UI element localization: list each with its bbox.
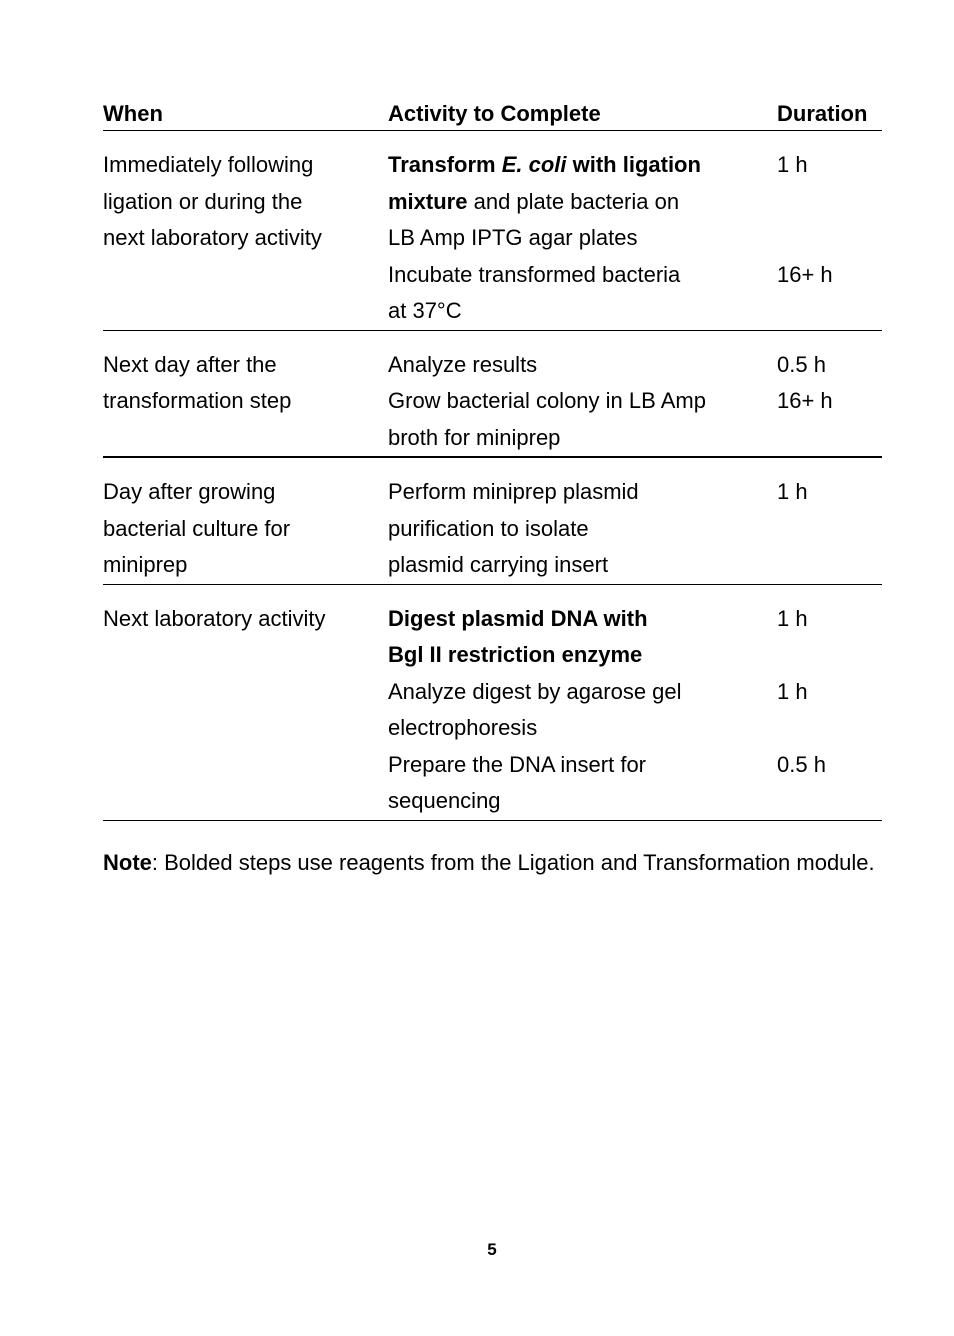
cell-when: next laboratory activity — [103, 225, 322, 250]
table-row-group — [103, 585, 882, 821]
cell-when: miniprep — [103, 552, 188, 577]
table-row — [103, 601, 882, 638]
table-row — [103, 511, 882, 548]
header-when: When — [103, 101, 163, 126]
activity-text: Analyze digest by agarose gel — [388, 678, 682, 704]
cell-duration: 16+ h — [777, 388, 833, 413]
cell-duration: 1 h — [777, 605, 808, 631]
cell-when — [103, 293, 388, 330]
table-row — [103, 383, 882, 420]
table-row — [103, 783, 882, 820]
table-header-row — [103, 98, 882, 131]
cell-when: Day after growing — [103, 479, 276, 504]
activity-text: purification to isolate — [388, 515, 589, 541]
activity-text: mixture — [388, 188, 468, 214]
cell-duration: 0.5 h — [777, 351, 826, 377]
note — [103, 845, 882, 881]
cell-duration — [777, 637, 882, 674]
cell-activity — [388, 347, 777, 384]
cell-duration — [777, 184, 882, 221]
cell-when: Next day after the — [103, 351, 277, 377]
table-row — [103, 347, 882, 384]
table-row — [103, 747, 882, 784]
activity-text: Perform miniprep plasmid — [388, 479, 639, 504]
table-row-group — [103, 458, 882, 585]
cell-duration: 1 h — [777, 152, 808, 177]
activity-text: Prepare the DNA insert for — [388, 751, 647, 777]
activity-text: Transform — [388, 152, 502, 177]
cell-activity — [388, 220, 777, 257]
page-content — [103, 98, 882, 881]
activity-text: broth for miniprep — [388, 424, 561, 450]
cell-activity — [388, 474, 777, 511]
cell-duration: 1 h — [777, 678, 808, 704]
cell-when — [103, 637, 388, 674]
table-row — [103, 710, 882, 747]
cell-when: Immediately following — [103, 152, 314, 177]
cell-activity — [388, 601, 777, 638]
cell-activity — [388, 674, 777, 711]
cell-duration: 0.5 h — [777, 751, 826, 777]
activity-text: LB Amp IPTG agar plates — [388, 225, 638, 250]
activity-text: Analyze results — [388, 351, 538, 377]
cell-when: transformation step — [103, 388, 292, 413]
cell-when — [103, 674, 388, 711]
activity-text: Bgl II restriction enzyme — [388, 642, 643, 667]
table-row — [103, 420, 882, 457]
activity-text: electrophoresis — [388, 715, 538, 740]
cell-when: bacterial culture for — [103, 515, 291, 541]
cell-activity — [388, 547, 777, 584]
activity-text: E. coli — [501, 152, 567, 177]
activity-text: plasmid carrying insert — [388, 552, 609, 577]
cell-duration — [777, 293, 882, 330]
cell-when — [103, 747, 388, 784]
activity-text: Digest plasmid DNA with — [388, 605, 648, 631]
table-row — [103, 674, 882, 711]
table-row — [103, 474, 882, 511]
page-number: 5 — [487, 1240, 497, 1259]
cell-activity — [388, 383, 777, 420]
table-row — [103, 637, 882, 674]
table-row-group — [103, 331, 882, 459]
table-row — [103, 220, 882, 257]
cell-when: ligation or during the — [103, 188, 303, 214]
cell-activity — [388, 293, 777, 330]
activity-text: sequencing — [388, 788, 501, 813]
cell-activity — [388, 747, 777, 784]
cell-activity — [388, 420, 777, 457]
note-text: : Bolded steps use reagents from the Ligation and Transformation module. — [151, 849, 875, 875]
cell-when — [103, 420, 388, 457]
cell-activity — [388, 147, 777, 184]
cell-duration — [777, 420, 882, 457]
activity-text: and plate bacteria on — [467, 188, 680, 214]
activity-text: Incubate transformed bacteria — [388, 261, 681, 287]
table-row — [103, 293, 882, 330]
activity-text: with ligation — [566, 152, 701, 177]
table-row-group — [103, 131, 882, 331]
header-activity: Activity to Complete — [388, 101, 601, 126]
activity-text: Grow bacterial colony in LB Amp — [388, 388, 706, 413]
header-duration: Duration — [777, 101, 868, 126]
cell-duration: 16+ h — [777, 261, 833, 287]
cell-activity — [388, 257, 777, 294]
cell-when — [103, 783, 388, 820]
table-row — [103, 184, 882, 221]
cell-duration — [777, 547, 882, 584]
table-row — [103, 147, 882, 184]
cell-duration — [777, 783, 882, 820]
cell-activity — [388, 783, 777, 820]
cell-activity — [388, 710, 777, 747]
cell-activity — [388, 184, 777, 221]
cell-activity — [388, 511, 777, 548]
table-row — [103, 547, 882, 584]
cell-when — [103, 257, 388, 294]
cell-duration: 1 h — [777, 479, 808, 504]
note-label: Note — [103, 849, 152, 875]
cell-duration — [777, 511, 882, 548]
cell-activity — [388, 637, 777, 674]
table-row — [103, 257, 882, 294]
activity-text: at 37°C — [388, 298, 462, 323]
cell-when: Next laboratory activity — [103, 605, 326, 631]
cell-duration — [777, 220, 882, 257]
cell-duration — [777, 710, 882, 747]
cell-when — [103, 710, 388, 747]
table-body — [103, 131, 882, 821]
